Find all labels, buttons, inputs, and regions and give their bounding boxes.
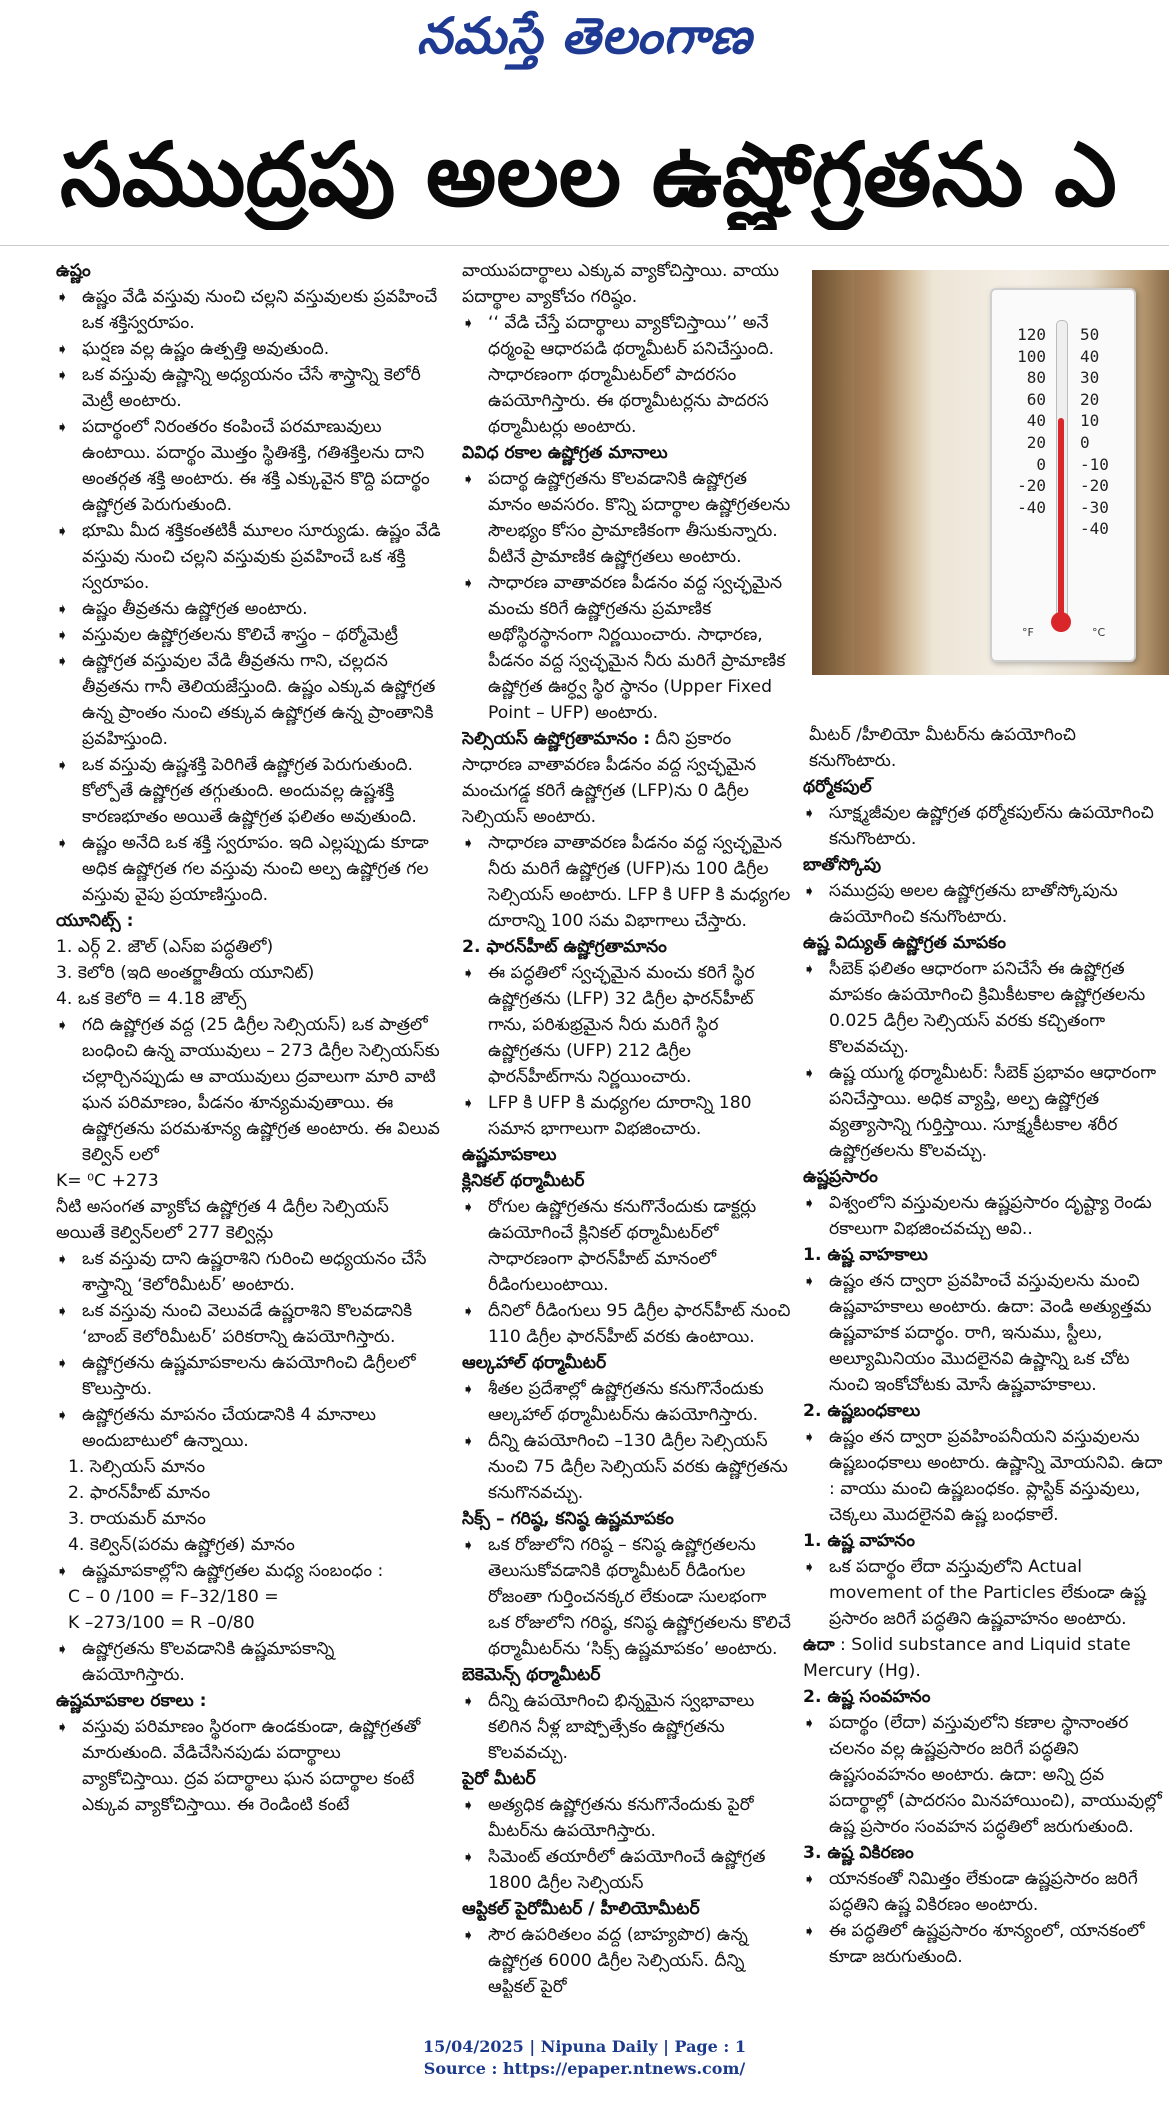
thermometer-body	[990, 288, 1136, 662]
article-column-1	[56, 258, 441, 1998]
bullet-point: ➧ సిమెంట్ తయారీలో ఉపయోగించే ఉష్ణోగ్రత 1800 డిగ్రీల సెల్సియస్	[462, 1844, 792, 1896]
fahrenheit-tick-label: 120	[1017, 325, 1046, 344]
bullet-point: ➧ అత్యధిక ఉష్ణోగ్రతను కనుగొనేందుకు పైరో మీటర్‌ను ఉపయోగిస్తారు.	[462, 1792, 792, 1844]
fahrenheit-tick-label: 60	[1026, 389, 1046, 409]
section-heading: క్లినికల్ థర్మామీటర్	[462, 1171, 585, 1191]
numbered-line: 3. రాయమర్ మానం	[68, 1509, 206, 1529]
bullet-point: ➧ ఈ పద్ధతిలో స్వచ్ఛమైన మంచు కరిగే స్థిర ఉష్ణోగ్రతను (LFP) 32 డిగ్రీల ఫారన్‌హీట్ గాను, పరిశుభ్రమైన నీరు మరిగే స్థిర ఉష్ణోగ్రతను (UFP) 212 డిగ్రీల ఫారన్‌హీట్‌గాను నిర్ణయించారు.	[462, 960, 792, 1090]
bullet-point: ➧ వస్తువు పరిమాణం స్థిరంగా ఉండకుండా, ఉష్ణోగ్రతతో మారుతుంది. వేడిచేసినపుడు పదార్థాలు వ్యాకోచిస్తాయి. ద్రవ పదార్థాలు ఘన పదార్థాల కంటే ఎక్కువ వ్యాకోచిస్తాయి. ఈ రెండింటి కంటే	[56, 1714, 441, 1818]
numbered-line: 4. కెల్విన్(పరమ ఉష్ణోగ్రత) మానం	[68, 1535, 295, 1555]
thermometer-bulb	[1051, 612, 1071, 632]
celsius-scale	[1080, 324, 1126, 540]
bullet-point: ➧ శీతల ప్రదేశాల్లో ఉష్ణోగ్రతను కనుగొనేందుకు ఆల్కహాల్ థర్మామీటర్‌ను ఉపయోగిస్తారు.	[462, 1376, 792, 1428]
bullet-point: ➧ పదార్థంలో నిరంతరం కంపించే పరమాణువులు ఉంటాయి. పదార్థం మొత్తం స్థితిశక్తి, గతిశక్తిలను దాని అంతర్గత శక్తి అంటారు. ఈ శక్తి ఎక్కువైన కొద్ది పదార్థం ఉష్ణోగ్రత పెరుగుతుంది.	[56, 414, 441, 518]
paragraph: ఉదా : Solid substance and Liquid state Mercury (Hg).	[803, 1635, 1131, 1681]
fahrenheit-tick-label: -40	[1017, 497, 1046, 517]
paragraph: 4. ఒక కెలోరి = 4.18 జౌల్స్	[56, 989, 247, 1009]
bullet-point: ➧ గది ఉష్ణోగ్రత వద్ద (25 డిగ్రీల సెల్సియస్) ఒక పాత్రలో బంధించి ఉన్న వాయువులు – 273 డిగ్రీల సెల్సియస్‌కు చల్లార్చినప్పుడు ఆ వాయువులు ద్రవాలుగా మారి వాటి ఘన పరిమాణం, పీడనం శూన్యమవుతాయి. ఈ ఉష్ణోగ్రతను పరమశూన్య ఉష్ణోగ్రత అంటారు. ఈ విలువ కెల్విన్ లలో	[56, 1012, 441, 1168]
bullet-point: ➧ దీనిలో రీడింగులు 95 డిగ్రీల ఫారన్‌హీట్ నుంచి 110 డిగ్రీల ఫారన్‌హీట్ వరకు ఉంటాయి.	[462, 1298, 792, 1350]
bullet-point: ➧ ఒక వస్తువు ఉష్ణాన్ని అధ్యయనం చేసే శాస్త్రాన్ని కెలోరీ మెట్రీ అంటారు.	[56, 362, 441, 414]
bullet-point: ➧ ఒక రోజులోని గరిష్ఠ – కనిష్ఠ ఉష్ణోగ్రతలను తెలుసుకోవడానికి థర్మామీటర్ రీడింగుల రోజంతా గుర్తించనక్కర లేకుండా సులభంగా ఒక రోజులోని గరిష్ఠ, కనిష్ఠ ఉష్ణోగ్రతలను కొలిచే థర్మామీటర్‌ను ‘సిక్స్ ఉష్ణమాపకం’ అంటారు.	[462, 1532, 792, 1662]
thermometer-photo	[812, 270, 1169, 675]
bullet-point: ➧ సీబెక్ ఫలితం ఆధారంగా పనిచేసే ఈ ఉష్ణోగ్రత మాపకం ఉపయోగించి క్రిమికీటకాల ఉష్ణోగ్రతలను 0.025 డిగ్రీల సెల్సియస్ వరకు కచ్చితంగా కొలవవచ్చు.	[803, 956, 1165, 1060]
celsius-tick-label: 40	[1080, 346, 1100, 366]
section-heading: ఉష్ణమాపకాలు	[462, 1145, 557, 1165]
bullet-point: ➧ ఉష్ణోగ్రతను మాపనం చేయడానికి 4 మానాలు అందుబాటులో ఉన్నాయి.	[56, 1402, 441, 1454]
section-heading: ఆప్టికల్ పైరోమీటర్ / హీలియోమీటర్	[462, 1899, 700, 1919]
section-heading: ఉష్ణప్రసారం	[803, 1167, 878, 1187]
section-heading: 2. ఫారన్‌హీట్ ఉష్ణోగ్రతామానం	[462, 937, 667, 957]
celsius-tick-label: 0	[1080, 432, 1090, 452]
section-heading: 2. ఉష్ణ సంవహనం	[803, 1687, 931, 1707]
celsius-tick-label: -10	[1080, 454, 1109, 474]
celsius-tick-label: 20	[1080, 389, 1100, 409]
celsius-tick-label: 30	[1080, 368, 1100, 388]
section-heading: యూనిట్స్ :	[56, 911, 134, 931]
section-heading: సిక్స్ – గరిష్ఠ, కనిష్ఠ ఉష్ణమాపకం	[462, 1509, 674, 1529]
bullet-point: ➧ LFP కి UFP కి మధ్యగల దూరాన్ని 180 సమాన భాగాలుగా విభజించారు.	[462, 1090, 792, 1142]
bullet-point: ➧ పదార్థం (లేదా) వస్తువులోని కణాల స్థానాంతర చలనం వల్ల ఉష్ణప్రసారం జరిగే పద్ధతిని ఉష్ణసంవహనం అంటారు. ఉదా: అన్ని ద్రవ పదార్థాల్లో (పాదరసం మినహాయించి), వాయువుల్లో ఉష్ణ ప్రసారం సంవహన పద్ధతిలో జరుగుతుంది.	[803, 1710, 1165, 1840]
section-heading: ఉష్ణమాపకాల రకాలు :	[56, 1691, 207, 1711]
fahrenheit-tick-label: 40	[1026, 411, 1046, 431]
mercury-column	[1058, 418, 1064, 623]
bullet-point: ➧ ఉష్ణ యుగ్మ థర్మామీటర్: సీబెక్ ప్రభావం ఆధారంగా పనిచేస్తాయి. అధిక వ్యాప్తి, అల్ప ఉష్ణోగ్రత వ్యత్యాసాన్ని గుర్తిస్తాయి. సూక్ష్మకీటకాల శరీర ఉష్ణోగ్రతలను కొలవచ్చు.	[803, 1060, 1165, 1164]
bullet-point: ➧ ఒక వస్తువు నుంచి వెలువడే ఉష్ణరాశిని కొలవడానికి ‘బాంబ్ కెలోరిమీటర్’ పరికరాన్ని ఉపయోగిస్తారు.	[56, 1298, 441, 1350]
newspaper-masthead: నమస్తే తెలంగాణ	[416, 6, 753, 65]
bullet-point: ➧ సాధారణ వాతావరణ పీడనం వద్ద స్వచ్ఛమైన మంచు కరిగే ఉష్ణోగ్రతను ప్రమాణిక అథోస్థిరస్థానంగా నిర్ణయించారు. సాధారణ, పీడనం వద్ద స్వచ్ఛమైన నీరు మరిగే ప్రామాణిక ఉష్ణోగ్రత ఊర్ధ్వ స్థిర స్థానం (Upper Fixed Point – UFP) అంటారు.	[462, 570, 792, 726]
fahrenheit-tick-label: -20	[1017, 476, 1046, 496]
section-heading: 1. ఉష్ణ వాహకాలు	[803, 1245, 928, 1265]
section-heading: వివిధ రకాల ఉష్ణోగ్రత మానాలు	[462, 443, 668, 463]
section-heading: 1. ఉష్ణ వాహనం	[803, 1531, 915, 1551]
footer-source-line: Source : https://epaper.ntnews.com/	[423, 2059, 746, 2078]
bullet-point: ➧ ‘‘ వేడి చేస్తే పదార్థాలు వ్యాకోచిస్తాయి’’ అనే ధర్మంపై ఆధారపడి థర్మామీటర్ పనిచేస్తుంది. సాధారణంగా థర్మామీటర్‌లో పాదరసం ఉపయోగిస్తారు. ఈ థర్మామీటర్లను పాదరస థర్మామీటర్లు అంటారు.	[462, 310, 792, 440]
bullet-point: ➧ ఉష్ణోగ్రత వస్తువుల వేడి తీవ్రతను గాని, చల్లదన తీవ్రతను గానీ తెలియజేస్తుంది. ఉష్ణం ఎక్కువ ఉష్ణోగ్రత ఉన్న ప్రాంతం నుంచి తక్కువ ఉష్ణోగ్రత ఉన్న ప్రాంతానికి ప్రవహిస్తుంది.	[56, 648, 441, 752]
paragraph: 3. కెలోరి (ఇది అంతర్జాతీయ యూనిట్)	[56, 963, 315, 983]
paragraph: వాయుపదార్థాలు ఎక్కువ వ్యాకోచిస్తాయి. వాయు పదార్థాల వ్యాకోచం గరిష్ఠం.	[462, 261, 779, 307]
bullet-point: ➧ ఉష్ణం తీవ్రతను ఉష్ణోగ్రత అంటారు.	[56, 596, 441, 622]
bullet-point: ➧ దీన్ని ఉపయోగించి –130 డిగ్రీల సెల్సియస్ నుంచి 75 డిగ్రీల సెల్సియస్ వరకు ఉష్ణోగ్రతను కనుగొనవచ్చు.	[462, 1428, 792, 1506]
bullet-point: ➧ ఒక వస్తువు దాని ఉష్ణరాశిని గురించి అధ్యయనం చేసే శాస్త్రాన్ని ‘కెలోరిమీటర్’ అంటారు.	[56, 1246, 441, 1298]
bullet-point: ➧ ఉష్ణం వేడి వస్తువు నుంచి చల్లని వస్తువులకు ప్రవహించే ఒక శక్తిస్వరూపం.	[56, 284, 441, 336]
bullet-point: ➧ భూమి మీద శక్తికంతటికీ మూలం సూర్యుడు. ఉష్ణం వేడి వస్తువు నుంచి చల్లని వస్తువుకు ప్రవహించే ఒక శక్తి స్వరూపం.	[56, 518, 441, 596]
wooden-post	[812, 270, 854, 675]
numbered-line: C – 0 /100 = F–32/180 =	[68, 1587, 279, 1607]
section-heading: థర్మోకపుల్	[803, 777, 872, 797]
bullet-point: ➧ ఒక వస్తువు ఉష్ణశక్తి పెరిగితే ఉష్ణోగ్రత పెరుగుతుంది. కోల్పోతే ఉష్ణోగ్రత తగ్గుతుంది. అందువల్ల ఉష్ణశక్తి కారణభూతం అయితే ఉష్ణోగ్రత ఫలితం అవుతుంది.	[56, 752, 441, 830]
section-heading: బెకెమెన్స్ థర్మామీటర్	[462, 1665, 601, 1685]
article-headline: సముద్రపు అలల ఉష్ణోగ్రతను ఎ	[60, 123, 1117, 226]
fahrenheit-scale	[1000, 324, 1046, 518]
bullet-point: ➧ రోగుల ఉష్ణోగ్రతను కనుగొనేందుకు డాక్టర్లు ఉపయోగించే క్లినికల్ థర్మామీటర్‌లో సాధారణంగా ఫారన్‌హీట్ మానంలో రీడింగులుంటాయి.	[462, 1194, 792, 1298]
celsius-tick-label: -40	[1080, 519, 1109, 539]
paragraph: 1. ఎర్గ్ 2. జౌల్ (ఎస్ఐ పద్ధతిలో)	[56, 937, 274, 957]
bullet-point: ➧ ఉష్ణం తన ద్వారా ప్రవహింపనీయని వస్తువులను ఉష్ణబంధకాలు అంటారు. ఉష్ణాన్ని మోయనివి. ఉదా : వాయు మంచి ఉష్ణబంధకం. ప్లాస్టిక్ వస్తువులు, చెక్కలు మొదలైనవి ఉష్ణ బంధకాలే.	[803, 1424, 1165, 1528]
celsius-tick-label: 10	[1080, 411, 1100, 431]
numbered-line: 2. ఫారన్‌హీట్ మానం	[68, 1483, 211, 1503]
section-heading: ఆల్కహాల్ థర్మామీటర్	[462, 1353, 607, 1373]
bullet-point: ➧ ఉష్ణోగ్రతను కొలవడానికి ఉష్ణమాపకాన్ని ఉపయోగిస్తారు.	[56, 1636, 441, 1688]
numbered-line: 1. సెల్సియస్ మానం	[68, 1457, 206, 1477]
fahrenheit-tick-label: 100	[1017, 346, 1046, 366]
numbered-line: K –273/100 = R –0/80	[68, 1613, 255, 1633]
section-heading: బాతోస్కోపు	[803, 855, 882, 875]
bullet-point: ➧ ఘర్షణ వల్ల ఉష్ణం ఉత్పత్తి అవుతుంది.	[56, 336, 441, 362]
article-column-3	[803, 722, 1165, 1998]
section-heading: ఉష్ణం	[56, 261, 91, 281]
section-heading: పైరో మీటర్	[462, 1769, 536, 1789]
bullet-point: ➧ సూక్ష్మజీవుల ఉష్ణోగ్రత థర్మోకపుల్‌ను ఉపయోగించి కనుగొంటారు.	[803, 800, 1165, 852]
bullet-point: ➧ సముద్రపు అలల ఉష్ణోగ్రతను బాతోస్కోపును ఉపయోగించి కనుగొంటారు.	[803, 878, 1165, 930]
bullet-point: ➧ ఉష్ణం తన ద్వారా ప్రవహించే వస్తువులను మంచి ఉష్ణవాహకాలు అంటారు. ఉదా: వెండి అత్యుత్తమ ఉష్ణవాహక పదార్థం. రాగి, ఇనుము, స్టీలు, అల్యూమినియం మొదలైనవి ఉష్ణాన్ని ఒక చోట నుంచి ఇంకోచోటకు మోసే ఉష్ణవాహకాలు.	[803, 1268, 1165, 1398]
bullet-point: ➧ ఉష్ణమాపకాల్లోని ఉష్ణోగ్రతల మధ్య సంబంధం :	[56, 1558, 441, 1584]
bullet-point: ➧ సౌర ఉపరితలం వద్ద (బాహ్యపొర) ఉన్న ఉష్ణోగ్రత 6000 డిగ్రీల సెల్సియస్. దీన్ని ఆప్టికల్ పైరో	[462, 1922, 792, 1998]
section-heading: 3. ఉష్ణ వికిరణం	[803, 1843, 914, 1863]
section-heading: 2. ఉష్ణబంధకాలు	[803, 1401, 921, 1421]
paragraph: నీటి అసంగత వ్యాకోచ ఉష్ణోగ్రత 4 డిగ్రీల సెల్సియస్ అయితే కెల్విన్‌లలో 277 కెల్విన్లు	[56, 1197, 389, 1243]
celsius-tick-label: -30	[1080, 497, 1109, 517]
bullet-point: ➧ దీన్ని ఉపయోగించి భిన్నమైన స్వభావాలు కలిగిన నీళ్ల బాష్పోత్సేకం ఉష్ణోగ్రతను కొలవవచ్చు.	[462, 1688, 792, 1766]
celsius-tick-label: 50	[1080, 325, 1100, 344]
fahrenheit-tick-label: 0	[1036, 454, 1046, 474]
article-column-2	[462, 258, 792, 1998]
bullet-point: ➧ యానకంతో నిమిత్తం లేకుండా ఉష్ణప్రసారం జరిగే పద్ధతిని ఉష్ణ వికిరణం అంటారు.	[803, 1866, 1165, 1918]
fahrenheit-tick-label: 80	[1026, 368, 1046, 388]
bullet-point: ➧ ఉష్ణోగ్రతను ఉష్ణమాపకాలను ఉపయోగించి డిగ్రీలలో కొలుస్తారు.	[56, 1350, 441, 1402]
bullet-point: ➧ ఉష్ణం అనేది ఒక శక్తి స్వరూపం. ఇది ఎల్లప్పుడు కూడా అధిక ఉష్ణోగ్రత గల వస్తువు నుంచి అల్ప ఉష్ణోగ్రత గల వస్తువు వైపు ప్రయాణిస్తుంది.	[56, 830, 441, 908]
bullet-point: ➧ విశ్వంలోని వస్తువులను ఉష్ణప్రసారం దృష్ట్యా రెండు రకాలుగా విభజించవచ్చు అవి..	[803, 1190, 1165, 1242]
bullet-point: ➧ పదార్థ ఉష్ణోగ్రతను కొలవడానికి ఉష్ణోగ్రత మానం అవసరం. కొన్ని పదార్థాల ఉష్ణోగ్రతలను సౌలభ్యం కోసం ప్రామాణికంగా తీసుకున్నారు. వీటినే ప్రామాణిక ఉష్ణోగ్రతలు అంటారు.	[462, 466, 792, 570]
bullet-point: ➧ వస్తువుల ఉష్ణోగ్రతలను కొలిచే శాస్త్రం – థర్మోమెట్రీ	[56, 622, 441, 648]
bullet-point: ➧ సాధారణ వాతావరణ పీడనం వద్ద స్వచ్ఛమైన నీరు మరిగే ఉష్ణోగ్రత (UFP)ను 100 డిగ్రీల సెల్సియస్ అంటారు. LFP కి UFP కి మధ్యగల దూరాన్ని 100 సమ విభాగాలు చేస్తారు.	[462, 830, 792, 934]
bullet-point: ➧ ఒక పదార్థం లేదా వస్తువులోని Actual movement of the Particles లేకుండా ఉష్ణ ప్రసారం జరిగే పద్ధతిని ఉష్ణవాహనం అంటారు.	[803, 1554, 1165, 1632]
header-divider	[0, 245, 1169, 246]
paragraph: మీటర్ /హీలియో మీటర్‌ను ఉపయోగించి కనుగొంటారు.	[809, 725, 1076, 771]
footer-date-line: 15/04/2025 | Nipuna Daily | Page : 1	[423, 2037, 746, 2056]
section-heading: ఉష్ణ విద్యుత్ ఉష్ణోగ్రత మాపకం	[803, 933, 1006, 953]
paragraph: K= ⁰C +273	[56, 1171, 159, 1191]
fahrenheit-unit: °F	[1022, 626, 1034, 639]
paragraph: సెల్సియస్ ఉష్ణోగ్రతామానం : దీని ప్రకారం సాధారణ వాతావరణ పీడనం వద్ద స్వచ్ఛమైన మంచుగడ్డ కరిగే ఉష్ణోగ్రత (LFP)ను 0 డిగ్రీల సెల్సియస్ అంటారు.	[462, 729, 757, 827]
fahrenheit-tick-label: 20	[1026, 432, 1046, 452]
bullet-point: ➧ ఈ పద్ధతిలో ఉష్ణప్రసారం శూన్యంలో, యానకంలో కూడా జరుగుతుంది.	[803, 1918, 1165, 1970]
celsius-unit: °C	[1092, 626, 1106, 639]
celsius-tick-label: -20	[1080, 476, 1109, 496]
page-footer	[0, 2036, 1169, 2080]
